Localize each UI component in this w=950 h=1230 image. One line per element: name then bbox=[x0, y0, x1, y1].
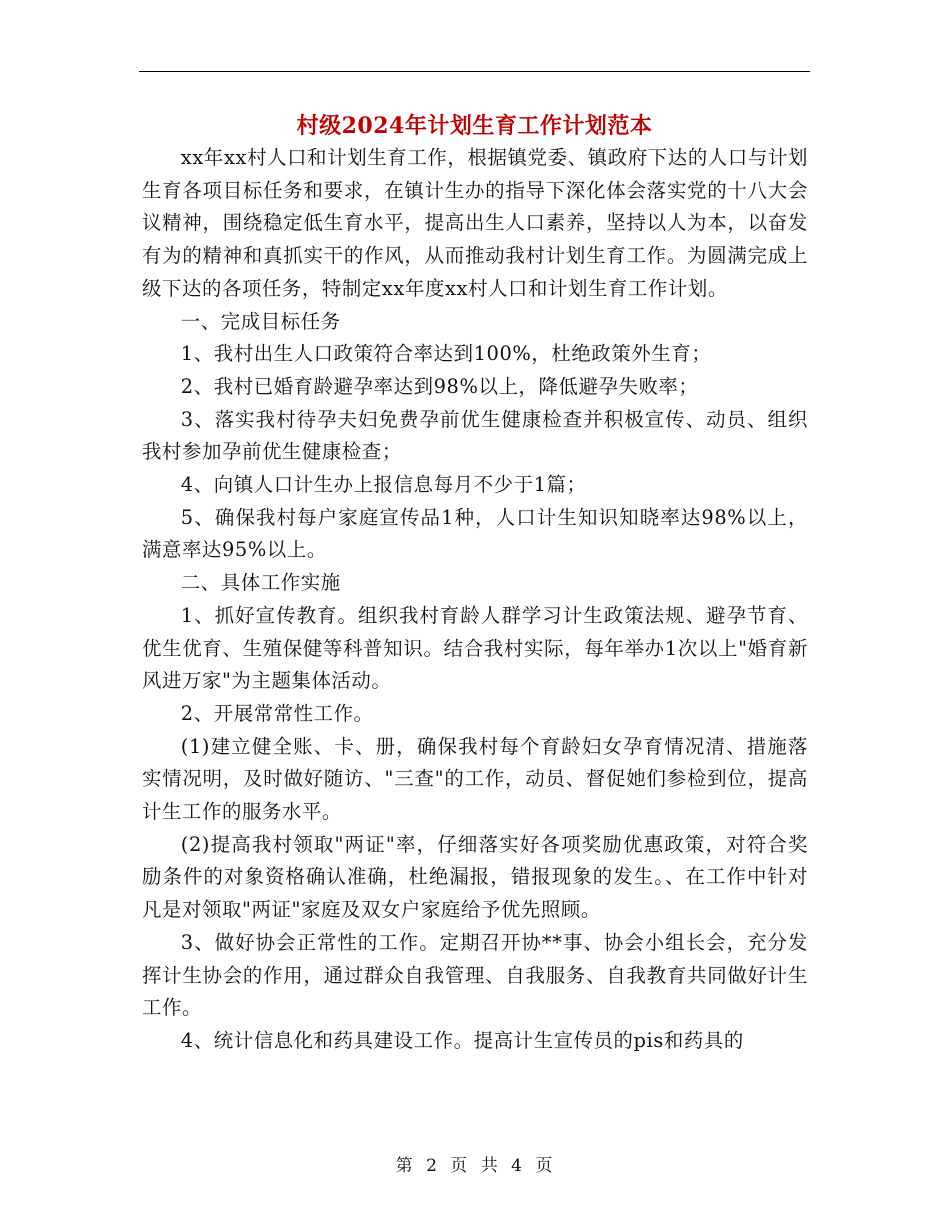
list-item: 4、统计信息化和药具建设工作。提高计生宣传员的pis和药具的 bbox=[180, 1028, 744, 1052]
paragraph-intro: xx年xx村人口和计划生育工作，根据镇党委、镇政府下达的人口与计划生育各项目标任务和要求，在镇计生办的指导下深化体会落实党的十八大会议精神，围绕稳定低生育水平，提高出生人口素养，坚持以人为本，以奋发有为的精神和真抓实干的作风，从而推动我村计划生育工作。为圆满完成上级下达的各项任务，特制定xx年度xx村人口和计划生育工作计划。 bbox=[142, 146, 808, 300]
heading-goals: 一、完成目标任务 bbox=[180, 309, 341, 333]
list-item: 3、落实我村待孕夫妇免费孕前优生健康检查并积极宣传、动员、组织我村参加孕前优生健康检查； bbox=[142, 407, 808, 464]
list-item: 1、抓好宣传教育。组织我村育龄人群学习计生政策法规、避孕节育、优生优育、生殖保健等科普知识。结合我村实际，每年举办1次以上"婚育新风进万家"为主题集体活动。 bbox=[142, 603, 808, 693]
document-body bbox=[142, 142, 808, 1058]
sub-item: (1)建立健全账、卡、册，确保我村每个育龄妇女孕育情况清、措施落实情况明，及时做好随访、"三查"的工作，动员、督促她们参检到位，提高计生工作的服务水平。 bbox=[142, 734, 808, 824]
header-rule bbox=[139, 71, 810, 72]
list-item: 3、做好协会正常性的工作。定期召开协**事、协会小组长会，充分发挥计生协会的作用，通过群众自我管理、自我服务、自我教育共同做好计生工作。 bbox=[142, 930, 808, 1020]
list-item: 4、向镇人口计生办上报信息每月不少于1篇； bbox=[180, 473, 587, 497]
list-item: 5、确保我村每户家庭宣传品1种，人口计生知识知晓率达98%以上，满意率达95%以上。 bbox=[142, 505, 808, 562]
heading-implementation: 二、具体工作实施 bbox=[180, 571, 341, 595]
list-item: 1、我村出生人口政策符合率达到100%，杜绝政策外生育； bbox=[180, 342, 712, 366]
page-number: 第 2 页 共 4 页 bbox=[395, 1156, 555, 1176]
sub-item: (2)提高我村领取"两证"率，仔细落实好各项奖励优惠政策，对符合奖励条件的对象资格确认准确，杜绝漏报，错报现象的发生。、在工作中针对凡是对领取"两证"家庭及双女户家庭给予优先照顾。 bbox=[142, 832, 808, 922]
document-title: 村级2024年计划生育工作计划范本 bbox=[296, 113, 653, 139]
list-item: 2、我村已婚育龄避孕率达到98%以上，降低避孕失败率； bbox=[180, 374, 699, 398]
list-item: 2、开展常常性工作。 bbox=[180, 701, 374, 725]
